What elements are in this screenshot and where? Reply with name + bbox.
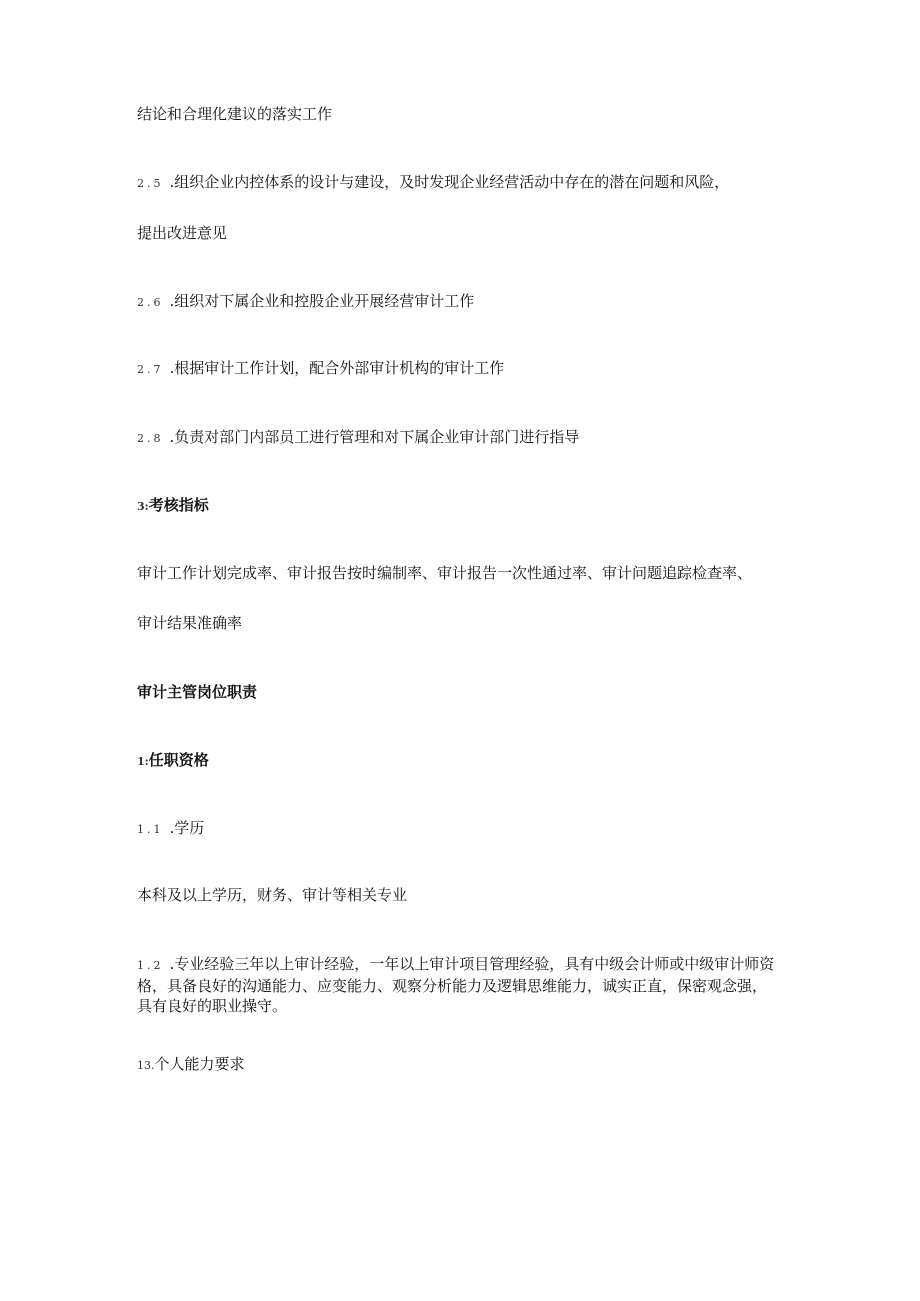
- item-number: 1.2: [137, 959, 164, 972]
- list-item-1-2: [137, 954, 777, 1016]
- text-line: [137, 223, 227, 243]
- text-line: [137, 104, 332, 124]
- item-number: 2.8: [137, 432, 164, 445]
- heading-text: 考核指标: [148, 496, 209, 514]
- list-item-2-8: [137, 427, 579, 449]
- text-line: [137, 885, 407, 905]
- item-text: .学历: [169, 819, 205, 837]
- item-number: 1.1: [137, 823, 164, 836]
- list-item-1-1: [137, 818, 204, 840]
- line-text: 审计结果准确率: [137, 614, 243, 632]
- item-text: .根据审计工作计划，配合外部审计机构的审计工作: [169, 359, 505, 377]
- item-text: .组织企业内控体系的设计与建设，及时发现企业经营活动中存在的潜在问题和风险，: [169, 173, 730, 191]
- item-number: 13.: [137, 1059, 155, 1072]
- section-heading-qualifications: [137, 750, 209, 772]
- item-number: 2.7: [137, 363, 164, 376]
- heading-number: 3:: [137, 500, 149, 513]
- item-number: 2.6: [137, 296, 164, 309]
- line-text: 提出改进意见: [137, 224, 228, 242]
- item-text: .专业经验三年以上审计经验，一年以上审计项目管理经验，具有中级会计师或中级审计师资格，具备良好的沟通能力、应变能力、观察分析能力及逻辑思维能力，诚实正直，保密观念强，具有良好的职业操守。: [137, 955, 775, 1015]
- list-item-2-7: [137, 358, 504, 380]
- line-text: 结论和合理化建议的落实工作: [137, 105, 333, 123]
- text-line: [137, 613, 242, 633]
- item-text: .组织对下属企业和控股企业开展经营审计工作: [169, 292, 475, 310]
- list-item-2-5: [137, 172, 729, 194]
- item-text: 个人能力要求: [154, 1055, 245, 1073]
- line-text: 审计工作计划完成率、审计报告按时编制率、审计报告一次性通过率、审计问题追踪检查率、: [137, 564, 753, 582]
- title-text: 审计主管岗位职责: [137, 683, 258, 701]
- section-title: [137, 682, 257, 702]
- list-item-1-3: [137, 1054, 245, 1076]
- line-text: 本科及以上学历，财务、审计等相关专业: [137, 886, 408, 904]
- text-line: [137, 563, 752, 583]
- section-heading-kpi: [137, 495, 209, 517]
- list-item-2-6: [137, 291, 474, 313]
- item-number: 2.5: [137, 177, 164, 190]
- item-text: .负责对部门内部员工进行管理和对下属企业审计部门进行指导: [169, 428, 580, 446]
- heading-number: 1:: [137, 755, 149, 768]
- heading-text: 任职资格: [148, 751, 209, 769]
